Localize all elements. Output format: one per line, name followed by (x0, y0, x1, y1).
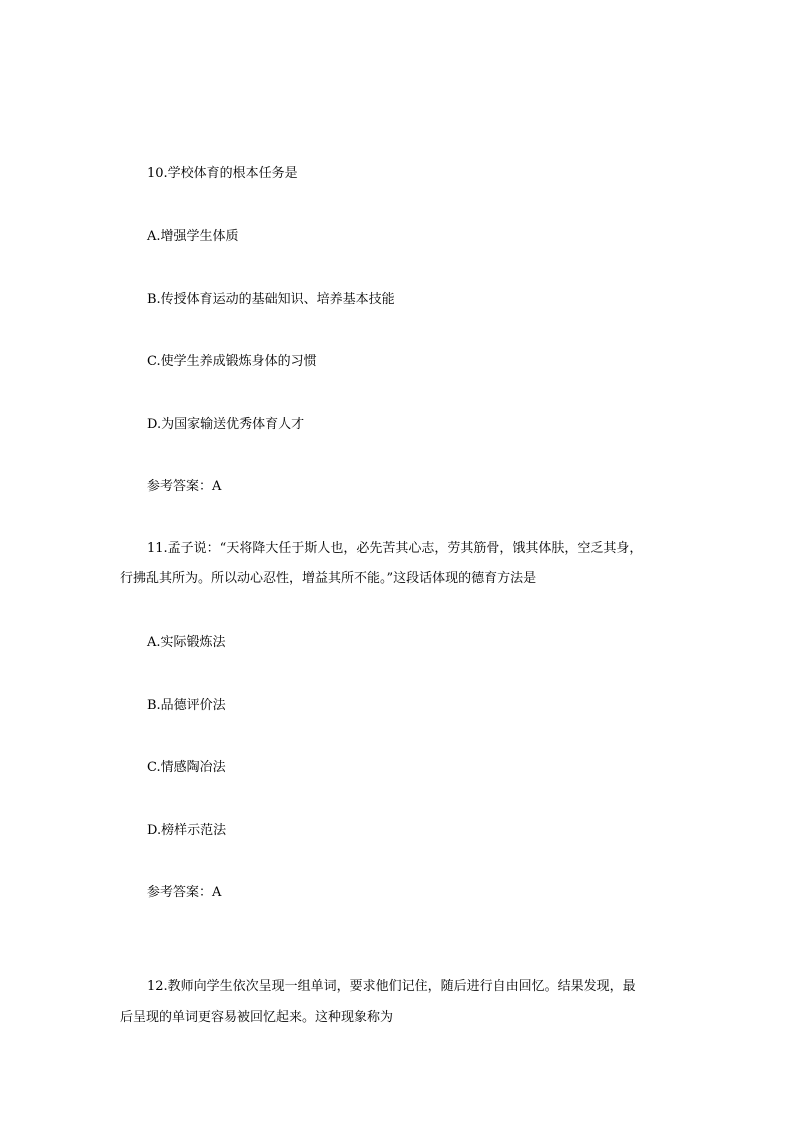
question-10-option-a: A.增强学生体质 (147, 229, 239, 244)
question-11-stem-line-1: 11.孟子说：“天将降大任于斯人也，必先苦其心志，劳其筋骨，饿其体肤，空乏其身， (147, 541, 643, 556)
question-11-option-b: B.品德评价法 (147, 698, 226, 713)
question-11-option-d: D.榜样示范法 (147, 823, 227, 838)
question-11-answer: 参考答案：A (147, 885, 222, 900)
question-11-option-a: A.实际锻炼法 (147, 635, 226, 650)
question-10-option-b: B.传授体育运动的基础知识、培养基本技能 (147, 292, 395, 307)
question-11-stem-line-2: 行拂乱其所为。所以动心忍性，增益其所不能。”这段话体现的德育方法是 (120, 571, 537, 586)
question-10-answer: 参考答案：A (147, 479, 222, 494)
question-10-option-d: D.为国家输送优秀体育人才 (147, 417, 305, 432)
question-12-stem-line-2: 后呈现的单词更容易被回忆起来。这种现象称为 (120, 1010, 394, 1025)
question-10-option-c: C.使学生养成锻炼身体的习惯 (147, 354, 317, 369)
question-12-stem-line-1: 12.教师向学生依次呈现一组单词，要求他们记住，随后进行自由回忆。结果发现，最 (147, 979, 636, 994)
question-10-stem: 10.学校体育的根本任务是 (147, 166, 298, 181)
question-11-option-c: C.情感陶冶法 (147, 760, 226, 775)
